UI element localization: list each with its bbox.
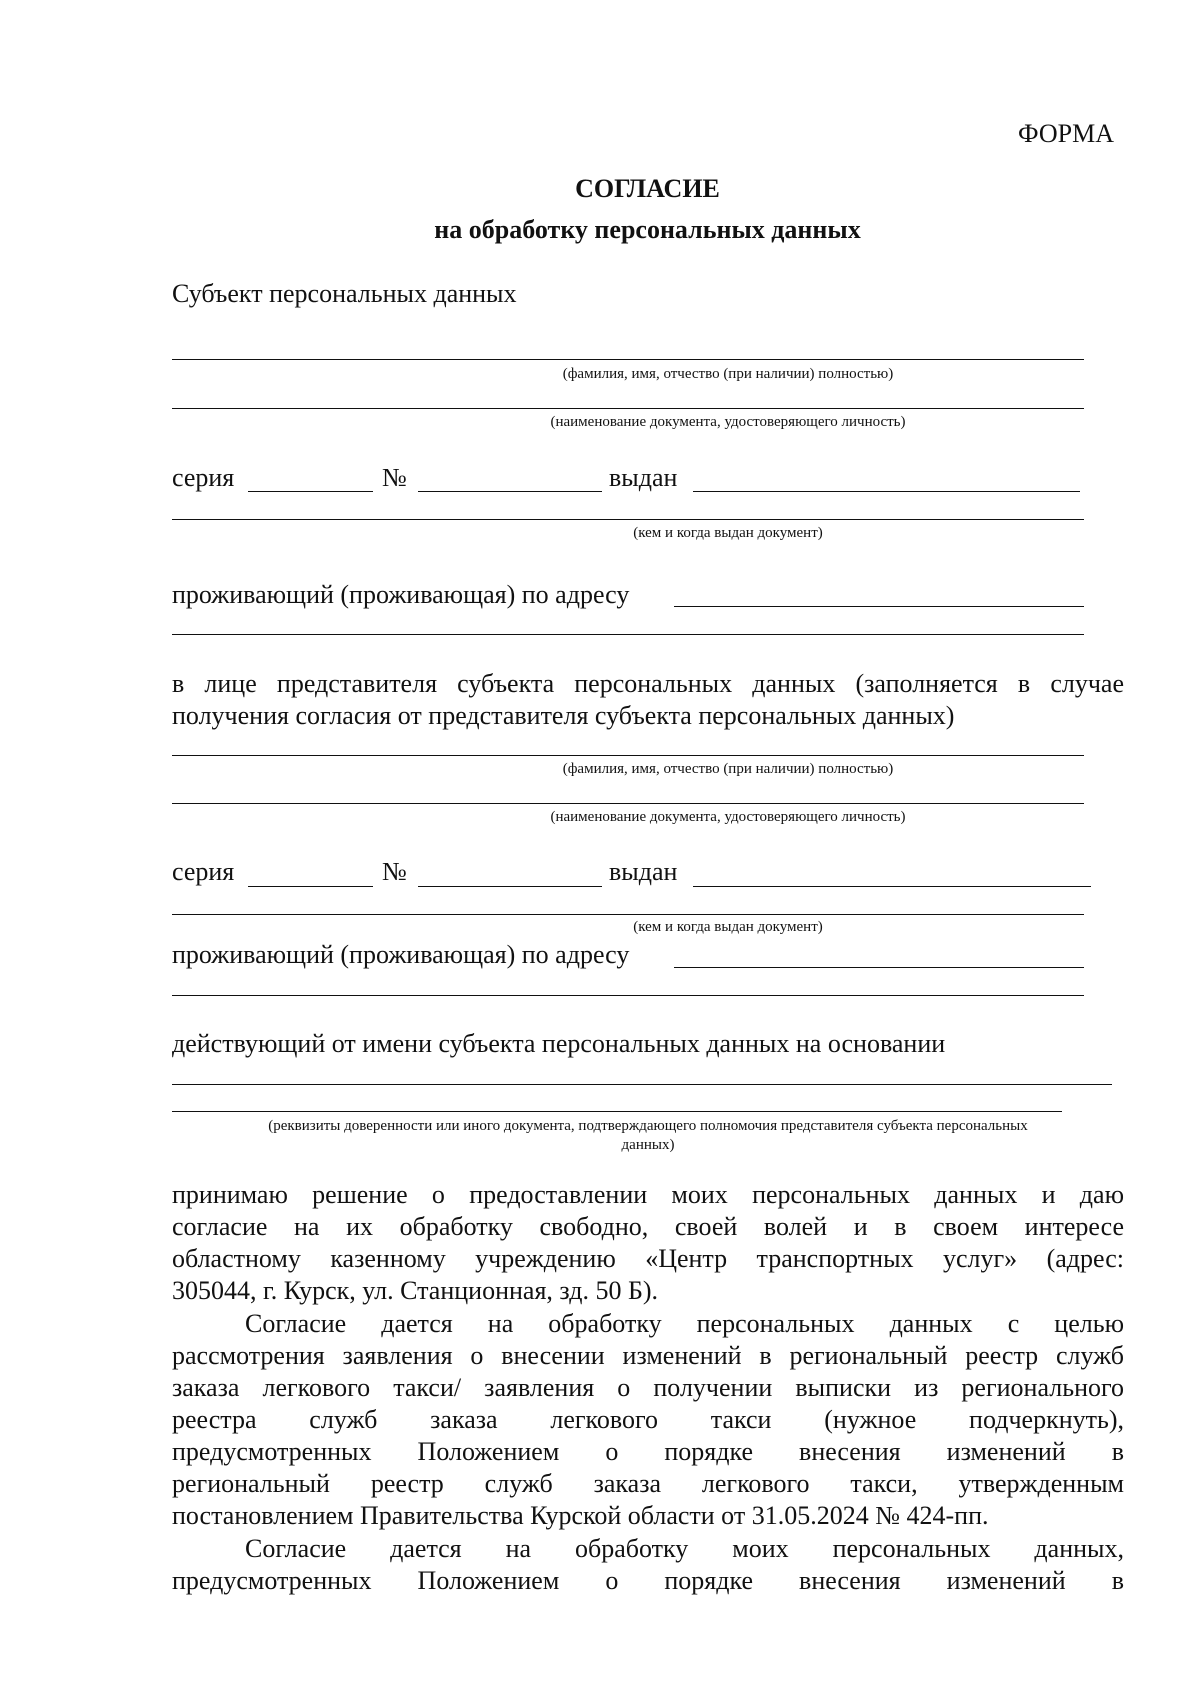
body-p3-line-2: предусмотренных Положением о порядке внесения изменений в [172,1566,1124,1595]
rep-issued-field[interactable] [693,886,1091,887]
rep-fio-field[interactable] [172,755,1084,756]
representative-intro-line-2: получения согласия от представителя субъекта персональных данных) [172,701,955,730]
rep-basis-caption-line-2: данных) [621,1137,675,1153]
subject-fio-caption: (фамилия, имя, отчество (при наличии) полностью) [562,366,894,382]
document-title: СОГЛАСИЕ [575,174,720,203]
subject-series-field[interactable] [248,491,373,492]
subject-label: Субъект персональных данных [172,279,517,308]
subject-doc-caption: (наименование документа, удостоверяющего личность) [550,414,906,430]
body-p2-line-7: постановлением Правительства Курской области от 31.05.2024 № 424-пп. [172,1501,989,1530]
body-p1-line-1: принимаю решение о предоставлении моих персональных данных и даю [172,1180,1124,1209]
rep-issued-field-2[interactable] [172,914,1084,915]
body-p2-line-5: предусмотренных Положением о порядке внесения изменений в [172,1437,1124,1466]
rep-doc-field[interactable] [172,803,1084,804]
rep-basis-field-2[interactable] [172,1111,1062,1112]
body-p2-line-3: заказа легкового такси/ заявления о получении выписки из регионального [172,1373,1124,1402]
rep-issued-caption: (кем и когда выдан документ) [633,919,823,935]
rep-basis-label: действующий от имени субъекта персональных данных на основании [172,1029,946,1058]
document-subtitle: на обработку персональных данных [434,215,861,244]
rep-basis-field[interactable] [172,1084,1112,1085]
subject-doc-field[interactable] [172,408,1084,409]
body-p3-line-1: Согласие дается на обработку моих персональных данных, [245,1534,1124,1563]
rep-number-field[interactable] [418,886,602,887]
subject-number-field[interactable] [418,491,602,492]
body-p2-line-1: Согласие дается на обработку персональных данных с целью [245,1309,1124,1338]
rep-address-label: проживающий (проживающая) по адресу [172,940,630,969]
body-p2-line-4: реестра служб заказа легкового такси (нужное подчеркнуть), [172,1405,1124,1434]
body-p2-line-6: региональный реестр служб заказа легкового такси, утвержденным [172,1469,1124,1498]
rep-number-label: № [382,857,407,886]
subject-fio-field[interactable] [172,359,1084,360]
subject-series-label: серия [172,463,235,492]
subject-issued-field[interactable] [693,491,1080,492]
subject-address-field[interactable] [674,606,1084,607]
rep-issued-label: выдан [609,857,678,886]
body-p1-line-3: областному казенному учреждению «Центр транспортных услуг» (адрес: [172,1244,1124,1273]
subject-address-field-2[interactable] [172,634,1084,635]
subject-number-label: № [382,463,407,492]
rep-doc-caption: (наименование документа, удостоверяющего личность) [550,809,906,825]
representative-intro-line-1: в лице представителя субъекта персональных данных (заполняется в случае [172,669,1124,698]
rep-address-field[interactable] [674,967,1084,968]
body-p1-line-2: согласие на их обработку свободно, своей волей и в своем интересе [172,1212,1124,1241]
body-p2-line-2: рассмотрения заявления о внесении изменений в региональный реестр служб [172,1341,1124,1370]
subject-issued-field-2[interactable] [172,519,1084,520]
rep-address-field-2[interactable] [172,995,1084,996]
subject-issued-label: выдан [609,463,678,492]
form-label: ФОРМА [1018,119,1114,148]
subject-issued-caption: (кем и когда выдан документ) [633,525,823,541]
rep-fio-caption: (фамилия, имя, отчество (при наличии) полностью) [562,761,894,777]
rep-series-label: серия [172,857,235,886]
rep-basis-caption-line-1: (реквизиты доверенности или иного документа, подтверждающего полномочия представителя субъекта персональных [268,1118,1028,1134]
body-p1-line-4: 305044, г. Курск, ул. Станционная, зд. 50 Б). [172,1276,659,1305]
rep-series-field[interactable] [248,886,373,887]
subject-address-label: проживающий (проживающая) по адресу [172,580,630,609]
